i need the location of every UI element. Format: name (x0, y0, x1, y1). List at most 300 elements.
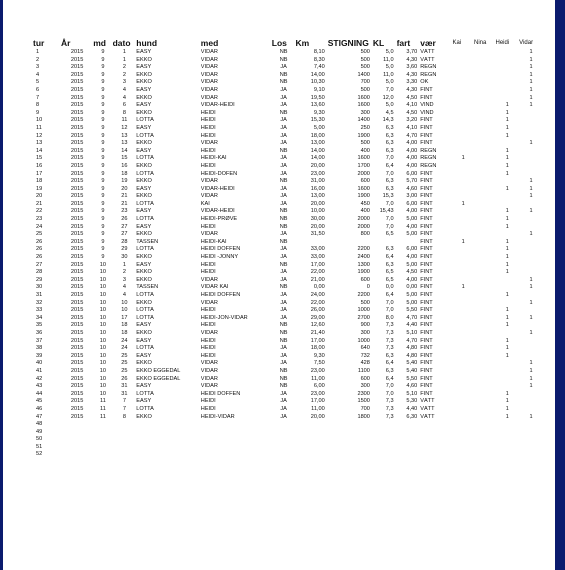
table-cell[interactable]: 1 (122, 49, 126, 55)
table-cell[interactable]: 1000 (357, 337, 370, 344)
table-cell[interactable]: EKKO (136, 193, 152, 200)
table-cell[interactable]: 7 (122, 405, 126, 412)
table-cell[interactable]: 7,0 (385, 86, 394, 93)
table-cell[interactable] (452, 163, 474, 171)
table-cell[interactable]: 1 (505, 398, 509, 405)
table-cell[interactable] (201, 421, 272, 429)
table-cell[interactable]: 2200 (357, 292, 370, 298)
table-cell[interactable]: 1 (505, 132, 509, 139)
table-cell[interactable]: 25 (121, 367, 128, 374)
table-cell[interactable]: 1 (529, 185, 533, 192)
table-cell[interactable] (474, 406, 496, 414)
table-cell[interactable]: 10 (99, 307, 107, 314)
table-cell[interactable]: LOTTA (136, 405, 154, 412)
table-cell[interactable] (452, 277, 474, 285)
table-cell[interactable]: 1 (529, 86, 533, 93)
table-cell[interactable]: 27 (121, 231, 128, 238)
table-cell[interactable] (519, 133, 543, 141)
table-cell[interactable] (474, 140, 496, 148)
table-cell[interactable]: 38 (36, 345, 43, 352)
table-cell[interactable]: 5,0 (385, 49, 394, 55)
table-cell[interactable]: 5,10 (406, 329, 418, 336)
table-cell[interactable] (61, 429, 93, 437)
table-cell[interactable] (519, 239, 543, 247)
table-cell[interactable] (272, 451, 296, 459)
table-cell[interactable]: 6,4 (385, 292, 394, 298)
table-cell[interactable]: FINT (420, 185, 433, 192)
table-cell[interactable] (474, 102, 496, 110)
table-cell[interactable] (474, 125, 496, 133)
table-cell[interactable]: 2015 (70, 314, 84, 321)
table-cell[interactable]: 10 (99, 383, 107, 390)
table-cell[interactable]: FINT (420, 200, 433, 207)
table-cell[interactable]: 5,00 (406, 216, 418, 223)
table-cell[interactable]: 18,00 (310, 132, 325, 139)
table-cell[interactable] (201, 444, 272, 452)
table-cell[interactable]: VÅTT (420, 56, 435, 63)
table-cell[interactable]: 7,0 (385, 216, 394, 223)
table-cell[interactable]: 33 (36, 307, 43, 314)
table-cell[interactable]: 21,00 (310, 276, 325, 283)
table-cell[interactable]: 15 (36, 155, 43, 162)
table-cell[interactable] (474, 148, 496, 156)
table-cell[interactable]: 9 (101, 231, 105, 238)
table-cell[interactable]: 45 (36, 398, 43, 405)
table-cell[interactable] (373, 239, 397, 247)
table-cell[interactable]: 9 (101, 79, 105, 86)
table-cell[interactable] (496, 140, 520, 148)
table-cell[interactable]: NB (279, 383, 288, 390)
table-cell[interactable] (474, 262, 496, 270)
table-cell[interactable]: 2015 (70, 117, 84, 124)
table-cell[interactable]: 28 (36, 269, 43, 276)
table-cell[interactable]: 4,30 (406, 86, 418, 93)
table-cell[interactable] (452, 246, 474, 254)
table-cell[interactable]: 1 (36, 49, 40, 55)
table-cell[interactable]: 1 (505, 117, 509, 124)
table-cell[interactable] (474, 95, 496, 103)
table-cell[interactable] (452, 133, 474, 141)
table-cell[interactable]: 10 (99, 367, 107, 374)
table-cell[interactable]: 9 (36, 109, 40, 116)
table-cell[interactable] (496, 368, 520, 376)
table-cell[interactable] (496, 57, 520, 65)
table-cell[interactable]: 3 (122, 276, 126, 283)
table-cell[interactable]: 9 (101, 109, 105, 116)
table-cell[interactable]: 5 (36, 79, 40, 86)
table-cell[interactable]: 7 (122, 398, 126, 405)
table-cell[interactable]: VIDAR (200, 49, 218, 55)
table-cell[interactable] (373, 429, 397, 437)
table-cell[interactable]: FINT (420, 337, 433, 344)
table-cell[interactable] (474, 307, 496, 315)
table-cell[interactable] (452, 102, 474, 110)
table-cell[interactable]: 1 (529, 314, 533, 321)
table-cell[interactable]: 640 (360, 345, 370, 352)
table-cell[interactable] (496, 360, 520, 368)
table-cell[interactable]: 15 (121, 155, 128, 162)
table-cell[interactable]: 23 (36, 216, 43, 223)
table-cell[interactable]: 1 (505, 162, 509, 169)
table-cell[interactable]: EASY (136, 261, 152, 268)
table-cell[interactable]: 4,80 (406, 352, 418, 359)
table-cell[interactable]: 2015 (70, 345, 84, 352)
table-cell[interactable] (136, 451, 201, 459)
table-cell[interactable]: 12 (121, 124, 128, 131)
table-cell[interactable]: 33,00 (310, 246, 325, 253)
table-cell[interactable] (474, 383, 496, 391)
table-cell[interactable]: HEIDI-KAI (200, 155, 227, 162)
table-cell[interactable]: 4,00 (406, 140, 418, 147)
table-cell[interactable] (420, 451, 452, 459)
table-cell[interactable] (474, 429, 496, 437)
table-cell[interactable]: 24 (121, 345, 128, 352)
table-cell[interactable]: 1600 (357, 155, 370, 162)
table-cell[interactable] (474, 451, 496, 459)
table-cell[interactable]: 800 (360, 231, 370, 238)
table-cell[interactable]: 17 (121, 314, 128, 321)
table-cell[interactable]: 10 (99, 284, 107, 291)
table-cell[interactable]: JA (280, 185, 287, 192)
table-cell[interactable] (474, 254, 496, 262)
table-cell[interactable]: 2015 (70, 49, 84, 55)
table-cell[interactable]: 2015 (70, 413, 84, 420)
table-cell[interactable]: VIDAR (200, 375, 218, 382)
table-cell[interactable] (474, 239, 496, 247)
table-cell[interactable]: NB (279, 208, 288, 215)
table-cell[interactable]: VIDAR (200, 231, 218, 238)
table-cell[interactable]: JA (280, 124, 287, 131)
table-cell[interactable]: EKKO (136, 276, 152, 283)
table-cell[interactable]: 6,3 (385, 352, 394, 359)
table-cell[interactable]: 6,00 (406, 200, 418, 207)
table-cell[interactable] (519, 391, 543, 399)
table-cell[interactable]: VIDAR (200, 79, 218, 86)
table-cell[interactable]: FINT (420, 360, 433, 367)
table-cell[interactable] (420, 429, 452, 437)
table-cell[interactable]: 11,00 (311, 405, 325, 412)
table-cell[interactable]: 1 (505, 155, 509, 162)
table-cell[interactable]: VIDAR-HEIDI (200, 102, 235, 109)
table-cell[interactable]: 1 (505, 405, 509, 412)
table-cell[interactable]: 2015 (70, 94, 84, 101)
table-cell[interactable]: 26 (121, 216, 128, 223)
table-cell[interactable]: 7,0 (385, 299, 394, 306)
table-cell[interactable]: 14 (36, 147, 43, 154)
table-cell[interactable]: 10 (99, 352, 107, 359)
table-cell[interactable]: 21 (121, 193, 128, 200)
table-cell[interactable]: 6,5 (385, 276, 394, 283)
table-cell[interactable]: EASY (136, 223, 152, 230)
table-cell[interactable] (474, 208, 496, 216)
table-cell[interactable] (496, 72, 520, 80)
table-cell[interactable]: 7,3 (385, 405, 394, 412)
table-cell[interactable] (452, 269, 474, 277)
table-cell[interactable]: HEIDI (200, 261, 216, 268)
table-cell[interactable] (452, 186, 474, 194)
table-cell[interactable]: LOTTA (136, 155, 154, 162)
table-cell[interactable] (452, 414, 474, 422)
table-cell[interactable]: VIDAR (200, 86, 218, 93)
table-cell[interactable]: 6,4 (385, 360, 394, 367)
table-cell[interactable]: HEIDI (200, 162, 216, 169)
table-cell[interactable]: 600 (360, 375, 370, 382)
table-cell[interactable]: 3,70 (406, 49, 418, 55)
table-cell[interactable]: HEIDI-JON-VIDAR (200, 314, 248, 321)
table-cell[interactable] (519, 353, 543, 361)
table-cell[interactable]: 7,3 (385, 322, 394, 329)
table-cell[interactable]: 6,3 (385, 246, 394, 253)
table-cell[interactable]: 2015 (70, 261, 84, 268)
table-cell[interactable]: 1 (529, 102, 533, 109)
table-cell[interactable]: 5,10 (406, 390, 418, 397)
table-cell[interactable] (295, 239, 327, 247)
table-cell[interactable]: 2200 (357, 246, 370, 253)
table-cell[interactable] (397, 451, 421, 459)
table-cell[interactable]: 7,50 (313, 360, 325, 367)
table-cell[interactable] (452, 383, 474, 391)
table-cell[interactable]: 9 (101, 56, 105, 63)
table-cell[interactable]: 10 (99, 345, 107, 352)
table-cell[interactable]: 29 (121, 246, 128, 253)
table-cell[interactable] (496, 284, 520, 292)
table-cell[interactable]: 1 (505, 390, 509, 397)
table-cell[interactable]: 1700 (357, 162, 370, 169)
table-cell[interactable]: 2015 (70, 269, 84, 276)
table-cell[interactable]: HEIDI (200, 345, 216, 352)
table-cell[interactable]: NB (279, 238, 288, 245)
table-cell[interactable]: 2015 (70, 223, 84, 230)
table-cell[interactable]: 1 (505, 337, 509, 344)
table-cell[interactable] (519, 345, 543, 353)
table-cell[interactable]: 14,00 (310, 147, 325, 154)
table-cell[interactable]: FINT (420, 238, 433, 245)
table-cell[interactable]: JA (280, 314, 287, 321)
table-cell[interactable]: 9 (101, 162, 105, 169)
table-cell[interactable]: 1 (505, 102, 509, 109)
table-cell[interactable]: 44 (36, 390, 43, 397)
table-cell[interactable]: 2 (122, 269, 126, 276)
table-cell[interactable]: 5,50 (406, 375, 418, 382)
table-cell[interactable]: VIDAR (200, 383, 218, 390)
table-cell[interactable]: 6 (122, 102, 126, 109)
table-cell[interactable]: 9 (101, 185, 105, 192)
table-cell[interactable]: NB (279, 79, 288, 86)
table-cell[interactable]: 9 (101, 94, 105, 101)
table-cell[interactable] (452, 368, 474, 376)
table-cell[interactable] (272, 444, 296, 452)
table-cell[interactable]: 9 (101, 155, 105, 162)
table-cell[interactable]: 8 (122, 413, 126, 420)
table-cell[interactable]: 15,43 (379, 208, 394, 215)
table-cell[interactable]: 22,00 (310, 299, 325, 306)
table-cell[interactable]: 6,5 (385, 269, 394, 276)
table-cell[interactable]: JA (280, 117, 287, 124)
table-cell[interactable]: 9 (101, 71, 105, 78)
table-cell[interactable]: 300 (360, 383, 370, 390)
table-cell[interactable] (93, 436, 112, 444)
table-cell[interactable]: 0,00 (406, 284, 418, 291)
table-cell[interactable]: 2000 (357, 170, 370, 177)
table-cell[interactable]: FINT (420, 124, 433, 131)
table-cell[interactable]: 1 (529, 140, 533, 147)
table-cell[interactable]: EASY (136, 337, 152, 344)
table-cell[interactable]: VIDAR (200, 94, 218, 101)
table-cell[interactable] (452, 292, 474, 300)
table-cell[interactable]: NB (279, 223, 288, 230)
table-cell[interactable]: HEIDI (200, 405, 216, 412)
table-cell[interactable]: 1900 (357, 132, 370, 139)
table-cell[interactable]: JA (280, 269, 287, 276)
table-cell[interactable]: FINT (420, 269, 433, 276)
table-cell[interactable] (452, 72, 474, 80)
table-cell[interactable]: 13 (121, 132, 128, 139)
table-cell[interactable]: 5,00 (406, 261, 418, 268)
table-cell[interactable]: 8 (36, 102, 40, 109)
table-cell[interactable]: 1 (529, 49, 533, 55)
table-cell[interactable]: 6,3 (385, 124, 394, 131)
table-cell[interactable] (519, 125, 543, 133)
table-cell[interactable] (474, 398, 496, 406)
table-cell[interactable] (474, 292, 496, 300)
table-cell[interactable]: 1 (529, 64, 533, 71)
table-cell[interactable]: 5,0 (385, 64, 394, 71)
table-cell[interactable]: NB (279, 71, 288, 78)
table-cell[interactable] (452, 95, 474, 103)
table-cell[interactable]: HEIDI (200, 124, 216, 131)
table-cell[interactable] (496, 231, 520, 239)
table-cell[interactable]: 17,00 (310, 337, 325, 344)
table-cell[interactable]: 16 (121, 162, 128, 169)
table-cell[interactable]: 19 (36, 185, 43, 192)
table-cell[interactable]: 17,00 (310, 398, 325, 405)
table-cell[interactable] (474, 64, 496, 72)
table-cell[interactable]: 7,3 (385, 398, 394, 405)
table-cell[interactable]: 11 (36, 124, 42, 131)
table-cell[interactable]: 2015 (70, 352, 84, 359)
table-cell[interactable]: 4,70 (406, 132, 418, 139)
table-cell[interactable]: JA (280, 413, 287, 420)
table-cell[interactable]: HEIDI DOFFEN (200, 246, 241, 253)
table-cell[interactable]: 9 (101, 246, 105, 253)
table-cell[interactable]: EASY (136, 147, 152, 154)
table-cell[interactable]: 1 (505, 322, 509, 329)
table-cell[interactable] (474, 117, 496, 125)
table-cell[interactable] (474, 110, 496, 118)
table-cell[interactable]: 0,00 (313, 284, 325, 291)
table-cell[interactable] (474, 186, 496, 194)
table-cell[interactable]: 11 (100, 398, 106, 405)
table-cell[interactable]: 4,5 (385, 109, 394, 116)
table-cell[interactable]: 2015 (70, 307, 84, 314)
table-cell[interactable]: FINT (420, 390, 433, 397)
table-cell[interactable]: 42 (36, 375, 43, 382)
table-cell[interactable]: VIDAR (200, 56, 218, 63)
table-cell[interactable]: 4,40 (406, 322, 418, 329)
table-cell[interactable]: 1 (505, 307, 509, 314)
table-cell[interactable]: 9 (101, 223, 105, 230)
table-cell[interactable]: 450 (360, 200, 370, 207)
table-cell[interactable]: 6,00 (406, 246, 418, 253)
table-cell[interactable]: 1 (505, 292, 509, 298)
table-cell[interactable]: JA (280, 292, 287, 298)
table-cell[interactable]: 1 (529, 299, 533, 306)
table-cell[interactable] (496, 444, 520, 452)
table-cell[interactable]: KAI (200, 200, 210, 207)
table-cell[interactable]: 1600 (357, 94, 370, 101)
table-cell[interactable]: 1 (529, 208, 533, 215)
table-cell[interactable]: VIDAR (200, 367, 218, 374)
table-cell[interactable]: 31 (121, 383, 128, 390)
table-cell[interactable]: 1 (505, 345, 509, 352)
table-cell[interactable] (295, 429, 327, 437)
table-cell[interactable]: 1900 (357, 193, 370, 200)
table-cell[interactable]: 1 (529, 56, 533, 63)
table-cell[interactable] (452, 224, 474, 232)
table-cell[interactable] (474, 231, 496, 239)
table-cell[interactable]: VIDAR (200, 299, 218, 306)
table-cell[interactable]: 6,00 (406, 170, 418, 177)
table-cell[interactable]: 36 (36, 329, 43, 336)
table-cell[interactable] (496, 451, 520, 459)
table-cell[interactable]: 500 (360, 56, 370, 63)
table-cell[interactable] (496, 421, 520, 429)
table-cell[interactable]: 20,00 (310, 162, 325, 169)
table-cell[interactable]: 30 (121, 254, 128, 261)
table-cell[interactable] (474, 444, 496, 452)
table-cell[interactable] (496, 79, 520, 87)
table-cell[interactable] (452, 338, 474, 346)
table-cell[interactable]: 32 (36, 299, 43, 306)
table-cell[interactable]: 23,00 (310, 170, 325, 177)
table-cell[interactable]: 39 (36, 352, 43, 359)
table-cell[interactable] (474, 277, 496, 285)
table-cell[interactable] (452, 451, 474, 459)
table-cell[interactable]: 6,5 (385, 231, 394, 238)
table-cell[interactable] (452, 64, 474, 72)
table-cell[interactable]: EKKO EGGEDAL (136, 367, 181, 374)
table-cell[interactable]: 2 (122, 64, 126, 71)
table-cell[interactable]: 4,00 (406, 155, 418, 162)
table-cell[interactable]: JA (280, 398, 287, 405)
table-cell[interactable]: JA (280, 254, 287, 261)
table-cell[interactable]: TASSEN (136, 238, 159, 245)
table-cell[interactable] (328, 429, 373, 437)
table-cell[interactable]: 2015 (70, 140, 84, 147)
table-cell[interactable]: EASY (136, 185, 152, 192)
table-cell[interactable]: 9 (101, 170, 105, 177)
table-cell[interactable]: 1 (461, 238, 465, 245)
table-cell[interactable]: 13 (121, 140, 128, 147)
table-cell[interactable]: 1100 (357, 367, 370, 374)
table-cell[interactable]: 1 (529, 71, 533, 78)
table-cell[interactable] (519, 406, 543, 414)
table-cell[interactable]: 10 (99, 329, 107, 336)
table-cell[interactable]: 7,0 (385, 200, 394, 207)
table-cell[interactable] (474, 330, 496, 338)
table-cell[interactable]: 21,40 (310, 329, 325, 336)
table-cell[interactable]: 4,60 (406, 185, 418, 192)
table-cell[interactable] (496, 178, 520, 186)
table-cell[interactable]: 700 (360, 405, 370, 412)
table-cell[interactable] (93, 451, 112, 459)
table-cell[interactable]: HEIDI DOFFEN (200, 292, 241, 298)
table-cell[interactable] (474, 338, 496, 346)
table-cell[interactable]: 25 (36, 231, 43, 238)
table-cell[interactable]: NB (279, 109, 288, 116)
table-cell[interactable]: HEIDI (200, 337, 216, 344)
table-cell[interactable]: 4,00 (406, 254, 418, 261)
